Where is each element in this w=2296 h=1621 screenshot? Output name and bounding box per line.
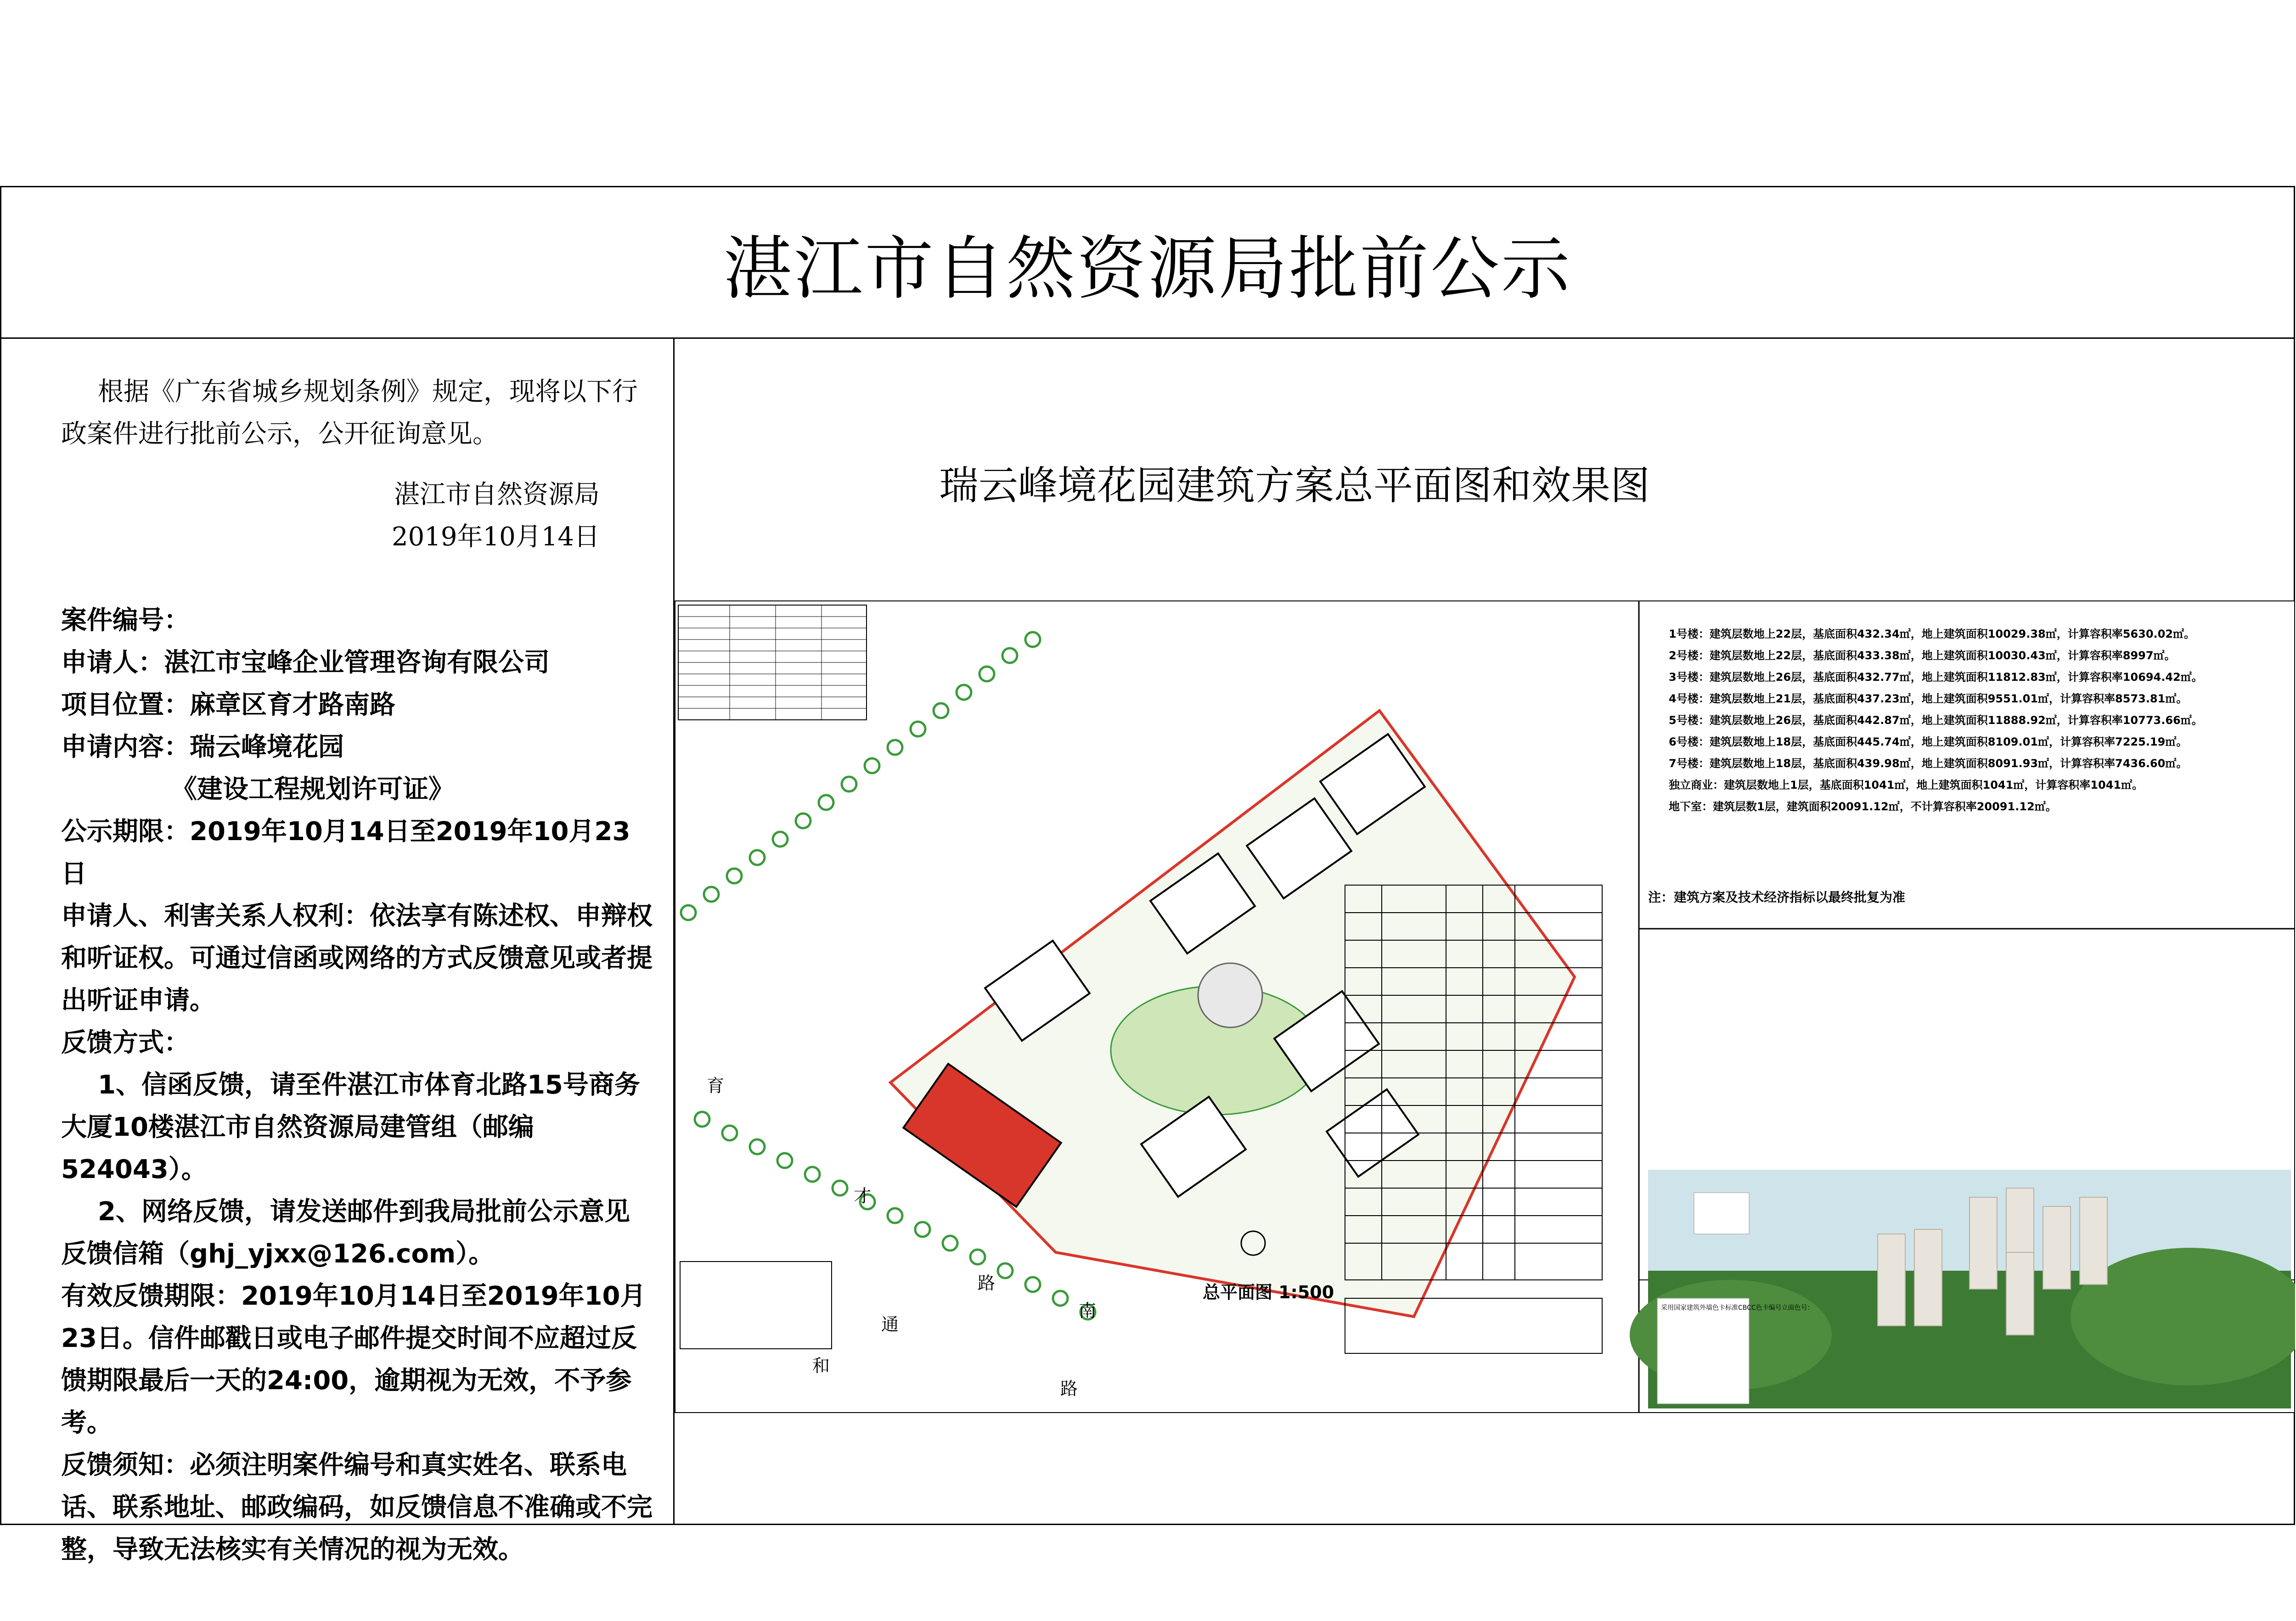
rendering-image [1630, 1170, 2295, 1408]
road-char-lu2: 路 [1060, 1379, 1078, 1399]
render-caption: 采用国家建筑外墙色卡标准CBCC色卡编号立面色号： [1661, 1304, 1814, 1312]
road-char-he: 和 [812, 1356, 830, 1376]
case-number-label: 案件编号： [61, 606, 190, 635]
notice-frame [0, 186, 2295, 1565]
issue-date: 2019年10月14日 [391, 522, 600, 552]
stat-line: 6号楼：建筑层数地上18层，基底面积445.74㎡，地上建筑面积8109.01㎡，计算容积率7225.19㎡。 [1669, 735, 2188, 748]
road-char-yu: 育 [707, 1076, 725, 1096]
stat-line: 2号楼：建筑层数地上22层，基底面积433.38㎡，地上建筑面积10030.43㎡，计算容积率8997㎡。 [1669, 649, 2176, 662]
building-stats [1669, 623, 2266, 818]
plan-scale: 总平面图 1:500 [1203, 1282, 1334, 1302]
stat-line: 7号楼：建筑层数地上18层，基底面积439.98㎡，地上建筑面积8091.93㎡，计算容积率7436.60㎡。 [1669, 757, 2188, 770]
publicity-period: 公示期限：2019年10月14日至2019年10月23日 [61, 817, 630, 889]
stat-line: 地下室：建筑层数1层，建筑面积20091.12㎡，不计算容积率20091.12㎡。 [1669, 800, 2057, 813]
plan-title: 瑞云峰境花园建筑方案总平面图和效果图 [939, 463, 1650, 509]
stat-line: 1号楼：建筑层数地上22层，基底面积432.34㎡，地上建筑面积10029.38㎡，计算容积率5630.02㎡。 [1669, 628, 2195, 640]
rights-text: 申请人、利害关系人权利：依法享有陈述权、申辩权和听证权。可通过信函或网络的方式反馈意见或者提出听证申请。 [61, 901, 653, 1015]
title-row [1, 187, 2294, 339]
road-char-cai: 才 [854, 1186, 872, 1206]
page-title: 湛江市自然资源局批前公示 [723, 229, 1572, 309]
permit-name: 《建设工程规划许可证》 [171, 774, 454, 804]
applicant: 申请人：湛江市宝峰企业管理咨询有限公司 [61, 648, 550, 678]
road-char-nan: 南 [1079, 1301, 1097, 1321]
approval-note: 注：建筑方案及技术经济指标以最终批复为准 [1648, 890, 1906, 905]
road-char-lu: 路 [978, 1273, 996, 1293]
feedback-notice: 反馈须知：必须注明案件编号和真实姓名、联系电话、联系地址、邮政编码，如反馈信息不准确或不完整，导致无法核实有关情况的视为无效。 [61, 1450, 653, 1565]
stat-line: 独立商业：建筑层数地上1层，基底面积1041㎡，地上建筑面积1041㎡，计算容积率1041㎡。 [1669, 779, 2144, 791]
feedback-email: 2、网络反馈，请发送邮件到我局批前公示意见反馈信箱（ghj_yjxx@126.com）。 [61, 1197, 630, 1269]
notice-text-column [1, 339, 675, 1565]
stat-line: 5号楼：建筑层数地上26层，基底面积442.87㎡，地上建筑面积11888.92㎡，计算容积率10773.66㎡。 [1669, 714, 2203, 727]
issuer-name: 湛江市自然资源局 [394, 480, 600, 510]
feedback-label: 反馈方式： [61, 1028, 190, 1058]
stat-line: 4号楼：建筑层数地上21层，基底面积437.23㎡，地上建筑面积9551.01㎡，计算容积率8573.81㎡。 [1669, 692, 2188, 705]
valid-feedback-period: 有效反馈期限：2019年10月14日至2019年10月23日。信件邮戳日或电子邮件提交时间不应超过反馈期限最后一天的24:00，逾期视为无效，不予参考。 [61, 1281, 646, 1438]
feedback-letter: 1、信函反馈，请至件湛江市体育北路15号商务大厦10楼湛江市自然资源局建管组（邮编524043）。 [61, 1070, 640, 1184]
stat-line: 3号楼：建筑层数地上26层，基底面积432.77㎡，地上建筑面积11812.83㎡，计算容积率10694.42㎡。 [1669, 671, 2203, 684]
intro-text: 根据《广东省城乡规划条例》规定，现将以下行政案件进行批前公示，公开征询意见。 [61, 377, 638, 449]
facility-table [678, 605, 867, 720]
application-content: 申请内容：瑞云峰境花园 [61, 732, 344, 762]
central-plaza [1198, 963, 1262, 1027]
road-char-tong: 通 [881, 1314, 899, 1335]
plan-column [675, 339, 2295, 1525]
project-location: 项目位置：麻章区育才路南路 [61, 690, 395, 720]
